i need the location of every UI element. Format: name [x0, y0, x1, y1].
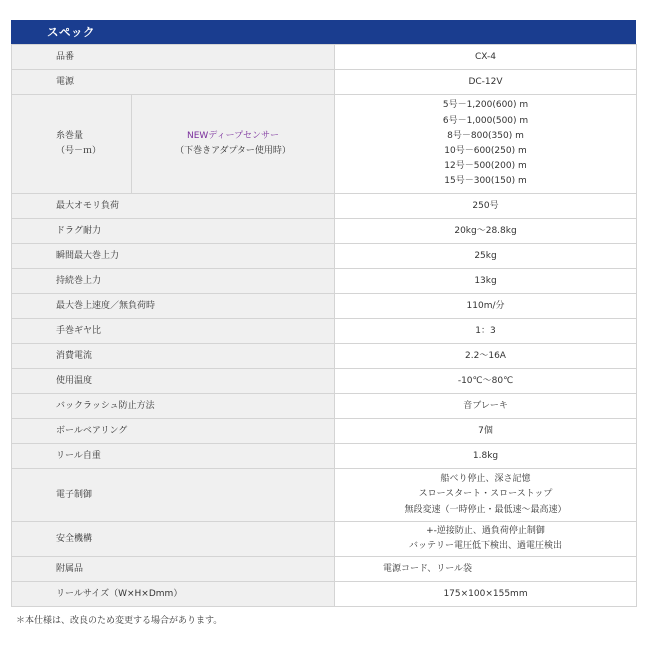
- spec-row-model: [12, 45, 637, 70]
- row-label: 手巻ギヤ比: [12, 319, 335, 344]
- row-value: 175×100×155mm: [335, 582, 637, 607]
- electronic-feature: 船べり停止、深さ記憶: [440, 474, 531, 485]
- spec-row-accessories: [12, 557, 637, 582]
- spec-table: [11, 44, 637, 607]
- spec-row-safety: [12, 522, 637, 557]
- row-label: 持続巻上力: [12, 269, 335, 294]
- deep-sensor-label: NEWディープセンサー: [186, 131, 280, 141]
- row-value: CX-4: [335, 45, 637, 70]
- row-value: 7個: [335, 419, 637, 444]
- capacity-value: 6号－1,000(500) m: [442, 115, 529, 126]
- spec-row-backlash: [12, 394, 637, 419]
- row-label: バックラッシュ防止方法: [12, 394, 335, 419]
- spec-row-max-speed: [12, 294, 637, 319]
- row-value: [335, 522, 637, 557]
- spec-row-capacity: [12, 95, 637, 194]
- electronic-feature: スロースタート・スローストップ: [418, 489, 553, 500]
- row-label: ボールベアリング: [12, 419, 335, 444]
- row-label: 消費電流: [12, 344, 335, 369]
- row-value: 1：3: [335, 319, 637, 344]
- safety-feature: バッテリー電圧低下検出、過電圧検出: [409, 541, 563, 551]
- row-value: 2.2～16A: [335, 344, 637, 369]
- row-sublabel: [132, 95, 335, 194]
- spec-row-sustained-pull: [12, 269, 637, 294]
- row-value: 電源コード、リール袋: [335, 557, 637, 582]
- spec-row-drag: [12, 219, 637, 244]
- row-label: ドラグ耐力: [12, 219, 335, 244]
- row-label: 使用温度: [12, 369, 335, 394]
- spec-row-size: [12, 582, 637, 607]
- row-value: 25kg: [335, 244, 637, 269]
- capacity-unit: （号－ｍ）: [56, 146, 102, 156]
- row-label: 附属品: [12, 557, 335, 582]
- row-label: 電子制御: [12, 469, 335, 522]
- row-value: -10℃～80℃: [335, 369, 637, 394]
- row-label: 最大巻上速度／無負荷時: [12, 294, 335, 319]
- row-value: [335, 95, 637, 194]
- row-value: 13kg: [335, 269, 637, 294]
- capacity-value: 12号－500(200) m: [444, 161, 527, 172]
- spec-row-weight: [12, 444, 637, 469]
- safety-feature: +-逆接防止、過負荷停止制御: [426, 525, 545, 536]
- row-label: 品番: [12, 45, 335, 70]
- row-value: DC-12V: [335, 70, 637, 95]
- spec-row-temperature: [12, 369, 637, 394]
- spec-row-power: [12, 70, 637, 95]
- capacity-value: 8号－800(350) m: [447, 130, 524, 141]
- row-label: 瞬間最大巻上力: [12, 244, 335, 269]
- capacity-value: 5号－1,200(600) m: [442, 100, 529, 111]
- row-value: 音ブレーキ: [335, 394, 637, 419]
- capacity-label: 糸巻量: [56, 131, 84, 141]
- row-label: [12, 95, 132, 194]
- row-value: 1.8kg: [335, 444, 637, 469]
- spec-row-electronic: [12, 469, 637, 522]
- row-label: リールサイズ（W×H×Dmm）: [12, 582, 335, 607]
- adapter-note: （下巻きアダプター使用時）: [175, 146, 291, 156]
- spec-row-max-weight: [12, 194, 637, 219]
- spec-row-bearings: [12, 419, 637, 444]
- spec-row-instant-pull: [12, 244, 637, 269]
- spec-row-current: [12, 344, 637, 369]
- row-label: 電源: [12, 70, 335, 95]
- row-value: 110m/分: [335, 294, 637, 319]
- row-value: [335, 469, 637, 522]
- row-value: 250号: [335, 194, 637, 219]
- spec-footnote: ＊本仕様は、改良のため変更する場合があります。: [16, 616, 223, 626]
- row-value: 20kg～28.8kg: [335, 219, 637, 244]
- row-label: 最大オモリ負荷: [12, 194, 335, 219]
- row-label: 安全機構: [12, 522, 335, 557]
- capacity-value: 15号－300(150) m: [444, 176, 527, 187]
- electronic-feature: 無段変速（一時停止・最低速～最高速）: [404, 504, 567, 515]
- spec-row-gear-ratio: [12, 319, 637, 344]
- spec-header: スペック: [11, 20, 636, 44]
- row-label: リール自重: [12, 444, 335, 469]
- capacity-value: 10号－600(250) m: [444, 146, 527, 156]
